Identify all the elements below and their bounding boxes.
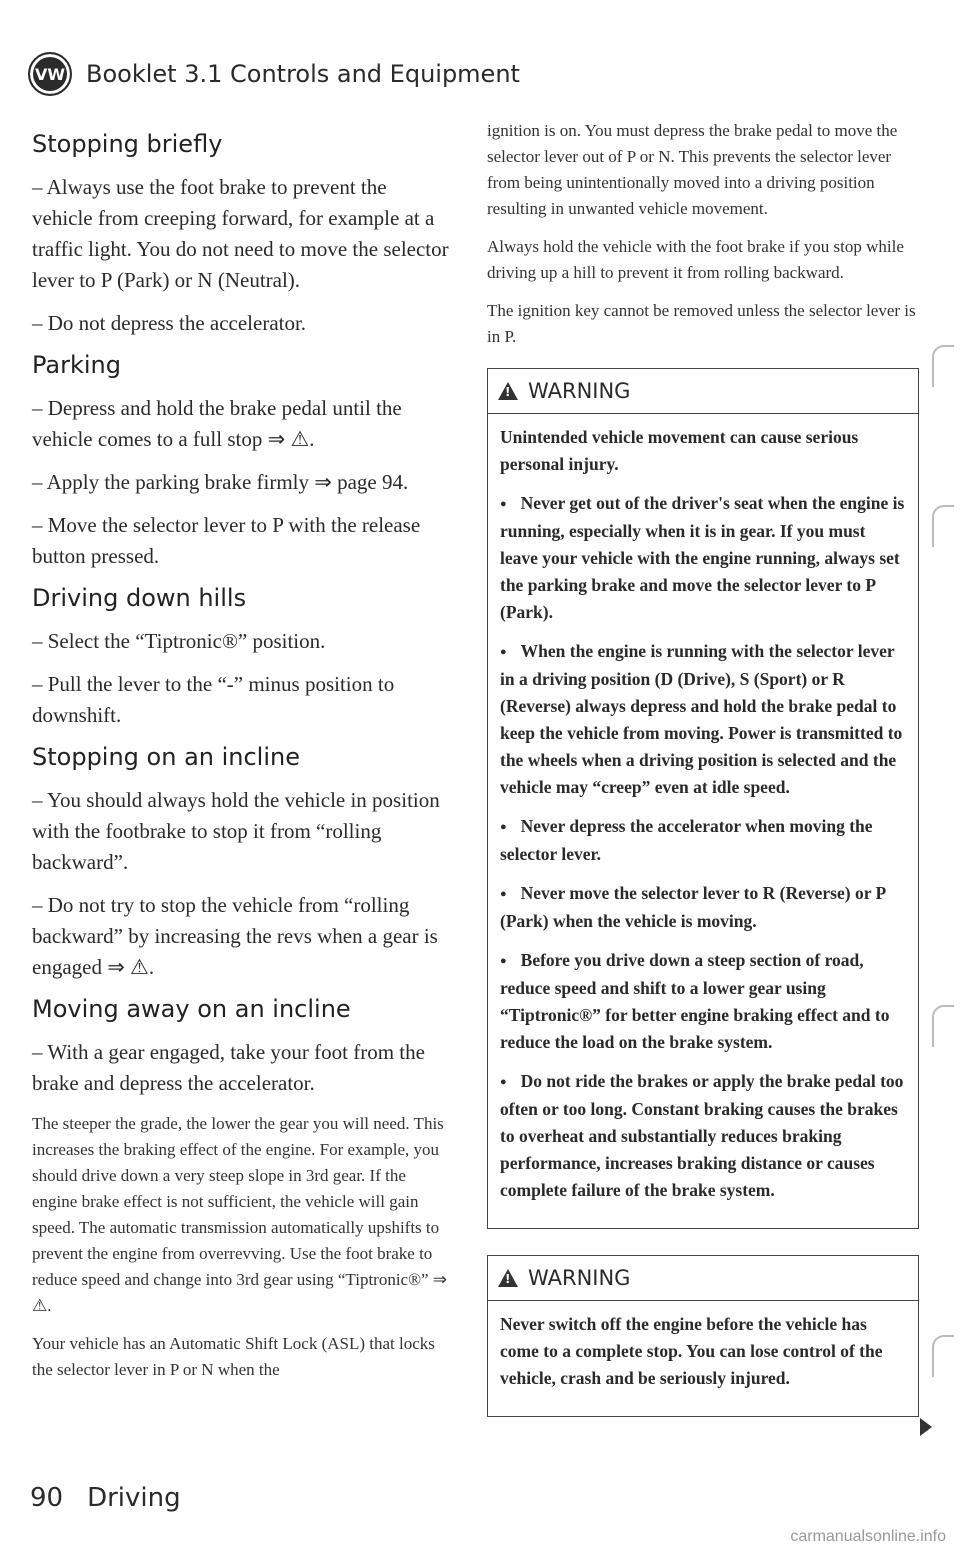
body-paragraph: ignition is on. You must depress the brake pedal to move the selector lever out of P or N. This prevents the selector lever from being unintentionally moved into a driving position resulting in unwanted vehicle movement.	[487, 121, 898, 218]
step: – Select the “Tiptronic®” position.	[32, 629, 326, 653]
warning-body	[488, 1301, 918, 1416]
warning-body	[488, 414, 918, 1228]
warning-item: ● Never move the selector lever to R (Reverse) or P (Park) when the vehicle is moving.	[500, 880, 906, 935]
warning-box	[487, 1255, 919, 1417]
warning-item: ● Before you drive down a steep section of road, reduce speed and shift to a lower gear using “Tiptronic®” for better engine braking effect and to reduce the load on the brake system.	[500, 947, 906, 1056]
step: – With a gear engaged, take your foot from the brake and depress the accelerator.	[32, 1040, 425, 1095]
page-header	[28, 52, 520, 96]
step: – Move the selector lever to P with the release button pressed.	[32, 513, 421, 568]
warning-list	[500, 490, 906, 1204]
warning-title: WARNING	[528, 379, 631, 403]
page-number: 90	[30, 1483, 64, 1513]
warning-item: ● Do not ride the brakes or apply the brake pedal too often or too long. Constant braking causes the brakes to overheat and substantially reduces braking performance, increases braking distance or causes complete failure of the brake system.	[500, 1068, 906, 1204]
section-name: Driving	[87, 1483, 181, 1513]
warning-title: WARNING	[528, 1266, 631, 1290]
warning-text: Never switch off the engine before the vehicle has come to a complete stop. You can lose control of the vehicle, crash and be seriously injured.	[500, 1314, 883, 1388]
section-title-driving-down-hills: Driving down hills	[32, 584, 247, 612]
warning-item: ● When the engine is running with the selector lever in a driving position (D (Drive), S (Sport) or R (Reverse) always depress and hold the brake pedal to keep the vehicle from moving. Power is transmitted to the wheels when a driving position is selected and the vehicle may “creep” even at idle speed.	[500, 638, 906, 801]
step: – You should always hold the vehicle in position with the footbrake to stop it from “rolling backward”.	[32, 788, 440, 874]
body-paragraph: Your vehicle has an Automatic Shift Lock (ASL) that locks the selector lever in P or N when the	[32, 1334, 435, 1379]
step: – Pull the lever to the “-” minus position to downshift.	[32, 672, 395, 727]
warning-intro: Unintended vehicle movement can cause serious personal injury.	[500, 427, 859, 474]
warning-triangle-icon	[498, 1269, 518, 1287]
warning-item: ● Never get out of the driver's seat when the engine is running, especially when it is in gear. If you must leave your vehicle with the engine running, always set the parking brake and move the selector lever to P (Park).	[500, 490, 906, 626]
body-paragraph: Always hold the vehicle with the foot brake if you stop while driving up a hill to prevent it from rolling backward.	[487, 237, 904, 282]
step: – Do not depress the accelerator.	[32, 311, 307, 335]
section-title-stopping-briefly: Stopping briefly	[32, 130, 223, 158]
step: – Apply the parking brake firmly ⇒ page 94.	[32, 470, 409, 494]
right-column	[487, 118, 919, 1417]
section-title-stopping-on-incline: Stopping on an incline	[32, 743, 300, 771]
margin-mark	[932, 1005, 954, 1047]
warning-box	[487, 368, 919, 1229]
body-paragraph: The ignition key cannot be removed unless the selector lever is in P.	[487, 301, 916, 346]
brand-logo: VW	[28, 52, 72, 96]
booklet-title: Booklet 3.1 Controls and Equipment	[86, 60, 520, 88]
margin-mark	[932, 345, 954, 387]
watermark: carmanualsonline.info	[790, 1528, 946, 1545]
warning-header	[488, 1256, 918, 1301]
section-title-moving-away-on-incline: Moving away on an incline	[32, 995, 351, 1023]
continue-arrow-icon	[920, 1418, 932, 1436]
left-column	[32, 130, 452, 1395]
warning-item: ● Never depress the accelerator when moving the selector lever.	[500, 813, 906, 868]
warning-header	[488, 369, 918, 414]
margin-mark	[932, 505, 954, 547]
step: – Do not try to stop the vehicle from “rolling backward” by increasing the revs when a gear is engaged ⇒ ⚠.	[32, 893, 438, 979]
margin-mark	[932, 1335, 954, 1377]
step: – Depress and hold the brake pedal until the vehicle comes to a full stop ⇒ ⚠.	[32, 396, 402, 451]
step: – Always use the foot brake to prevent the vehicle from creeping forward, for example at a traffic light. You do not need to move the selector lever to P (Park) or N (Neutral).	[32, 175, 449, 292]
page-footer	[30, 1483, 181, 1513]
section-title-parking: Parking	[32, 351, 121, 379]
warning-triangle-icon	[498, 382, 518, 400]
body-paragraph: The steeper the grade, the lower the gear you will need. This increases the braking effect of the engine. For example, you should drive down a very steep slope in 3rd gear. If the engine brake effect is not sufficient, the vehicle will gain speed. The automatic transmission automatically upshifts to prevent the engine from overrevving. Use the foot brake to reduce speed and change into 3rd gear using “Tiptronic®” ⇒ ⚠.	[32, 1114, 448, 1315]
